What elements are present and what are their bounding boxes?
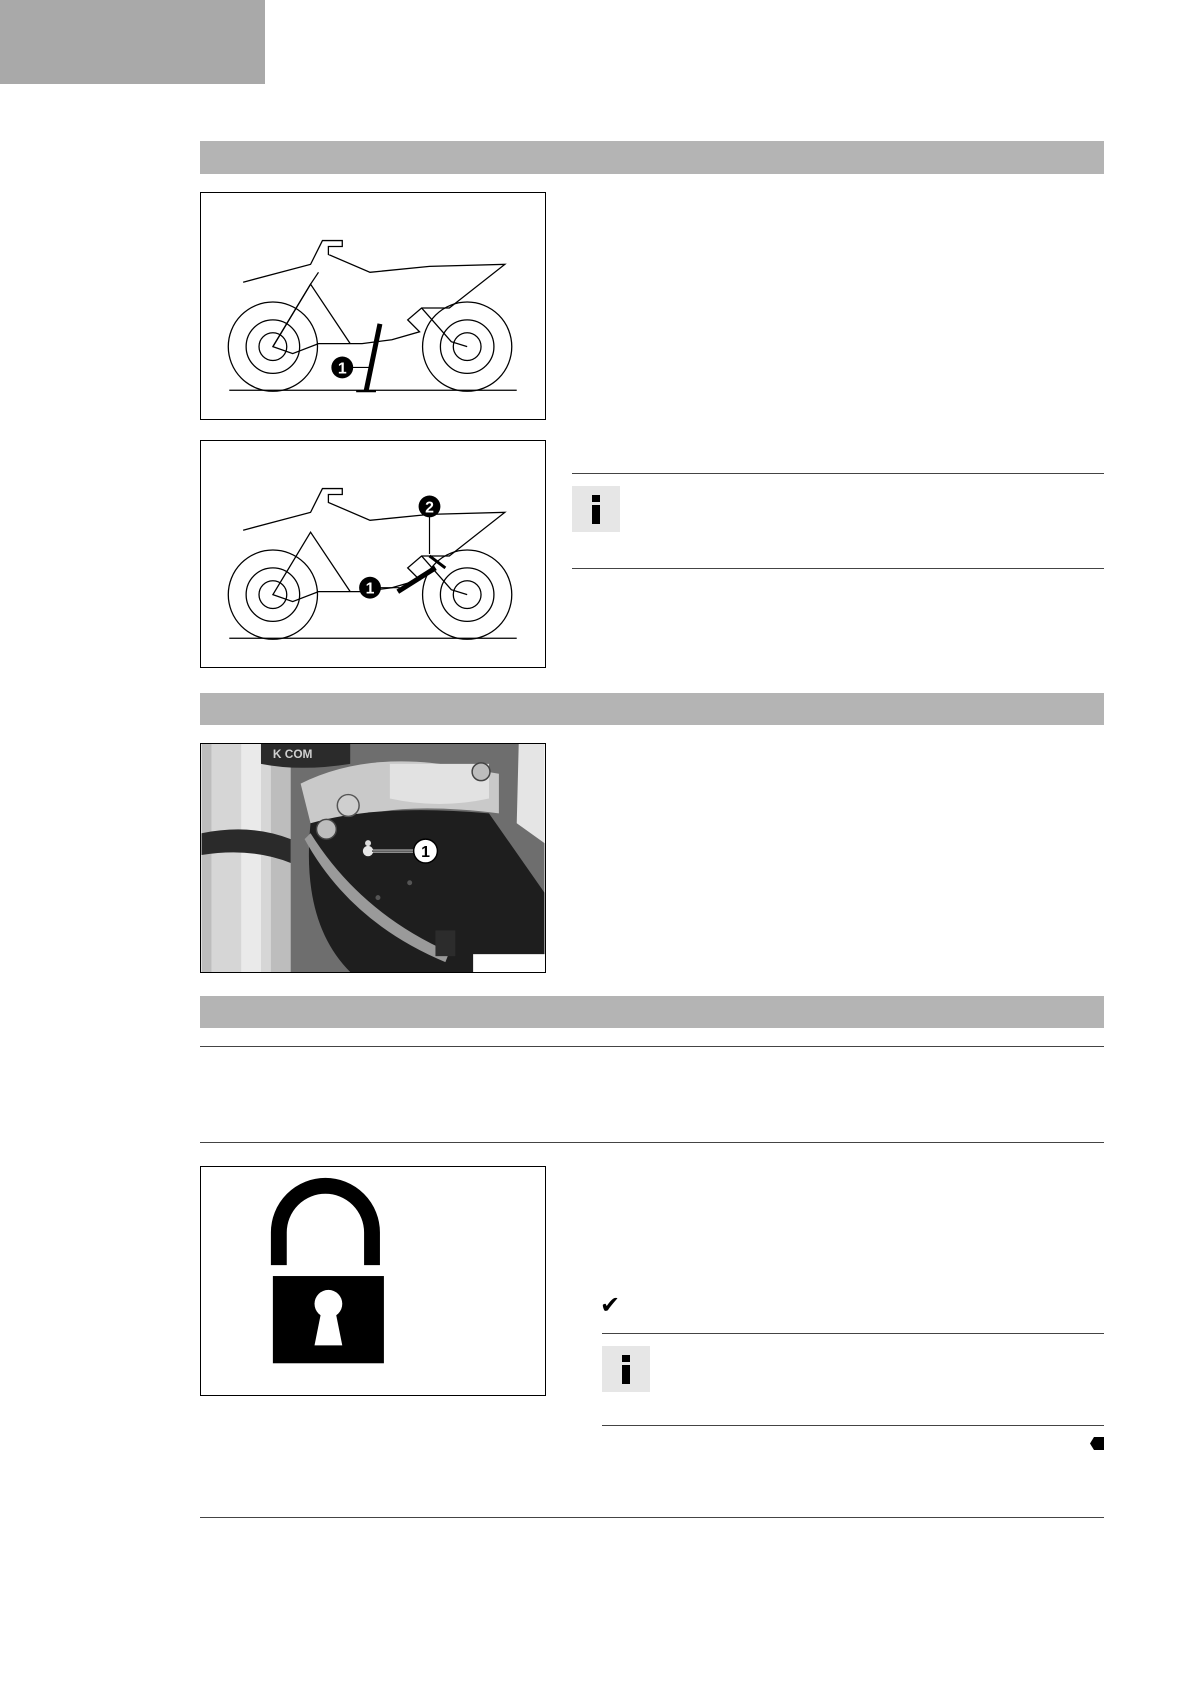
end-marker-icon bbox=[1090, 1437, 1104, 1450]
note-top-rule-2 bbox=[602, 1333, 1104, 1334]
motorcycle-drawing-2 bbox=[201, 441, 545, 667]
callout-1: 1 bbox=[421, 844, 430, 862]
callout-1: 1 bbox=[365, 580, 375, 598]
padlock-keyhole-icon bbox=[201, 1167, 545, 1395]
photo-code-box bbox=[473, 954, 544, 972]
callout-1: 1 bbox=[337, 360, 347, 378]
info-icon bbox=[602, 1346, 650, 1392]
note-top-rule-1 bbox=[572, 473, 1104, 474]
figure-side-stand-folded bbox=[200, 440, 546, 668]
steering-head-photo bbox=[201, 744, 545, 972]
page-bottom-rule bbox=[200, 1517, 1104, 1518]
motorcycle-drawing-1 bbox=[201, 193, 545, 419]
check-icon: ✔ bbox=[600, 1291, 621, 1319]
section-heading-bar-1 bbox=[200, 141, 1104, 174]
info-icon bbox=[572, 486, 620, 532]
note-bottom-rule-2 bbox=[602, 1425, 1104, 1426]
chapter-tab bbox=[0, 0, 265, 84]
section-heading-bar-3 bbox=[200, 996, 1104, 1028]
figure-lock-symbol bbox=[200, 1166, 546, 1396]
callout-2: 2 bbox=[425, 499, 434, 517]
warning-bottom-rule bbox=[200, 1142, 1104, 1143]
section-heading-bar-2 bbox=[200, 693, 1104, 725]
figure-side-stand-down bbox=[200, 192, 546, 420]
note-bottom-rule-1 bbox=[572, 568, 1104, 569]
brand-text: K COM bbox=[272, 746, 313, 761]
warning-top-rule bbox=[200, 1046, 1104, 1047]
figure-steering-lock-photo bbox=[200, 743, 546, 973]
